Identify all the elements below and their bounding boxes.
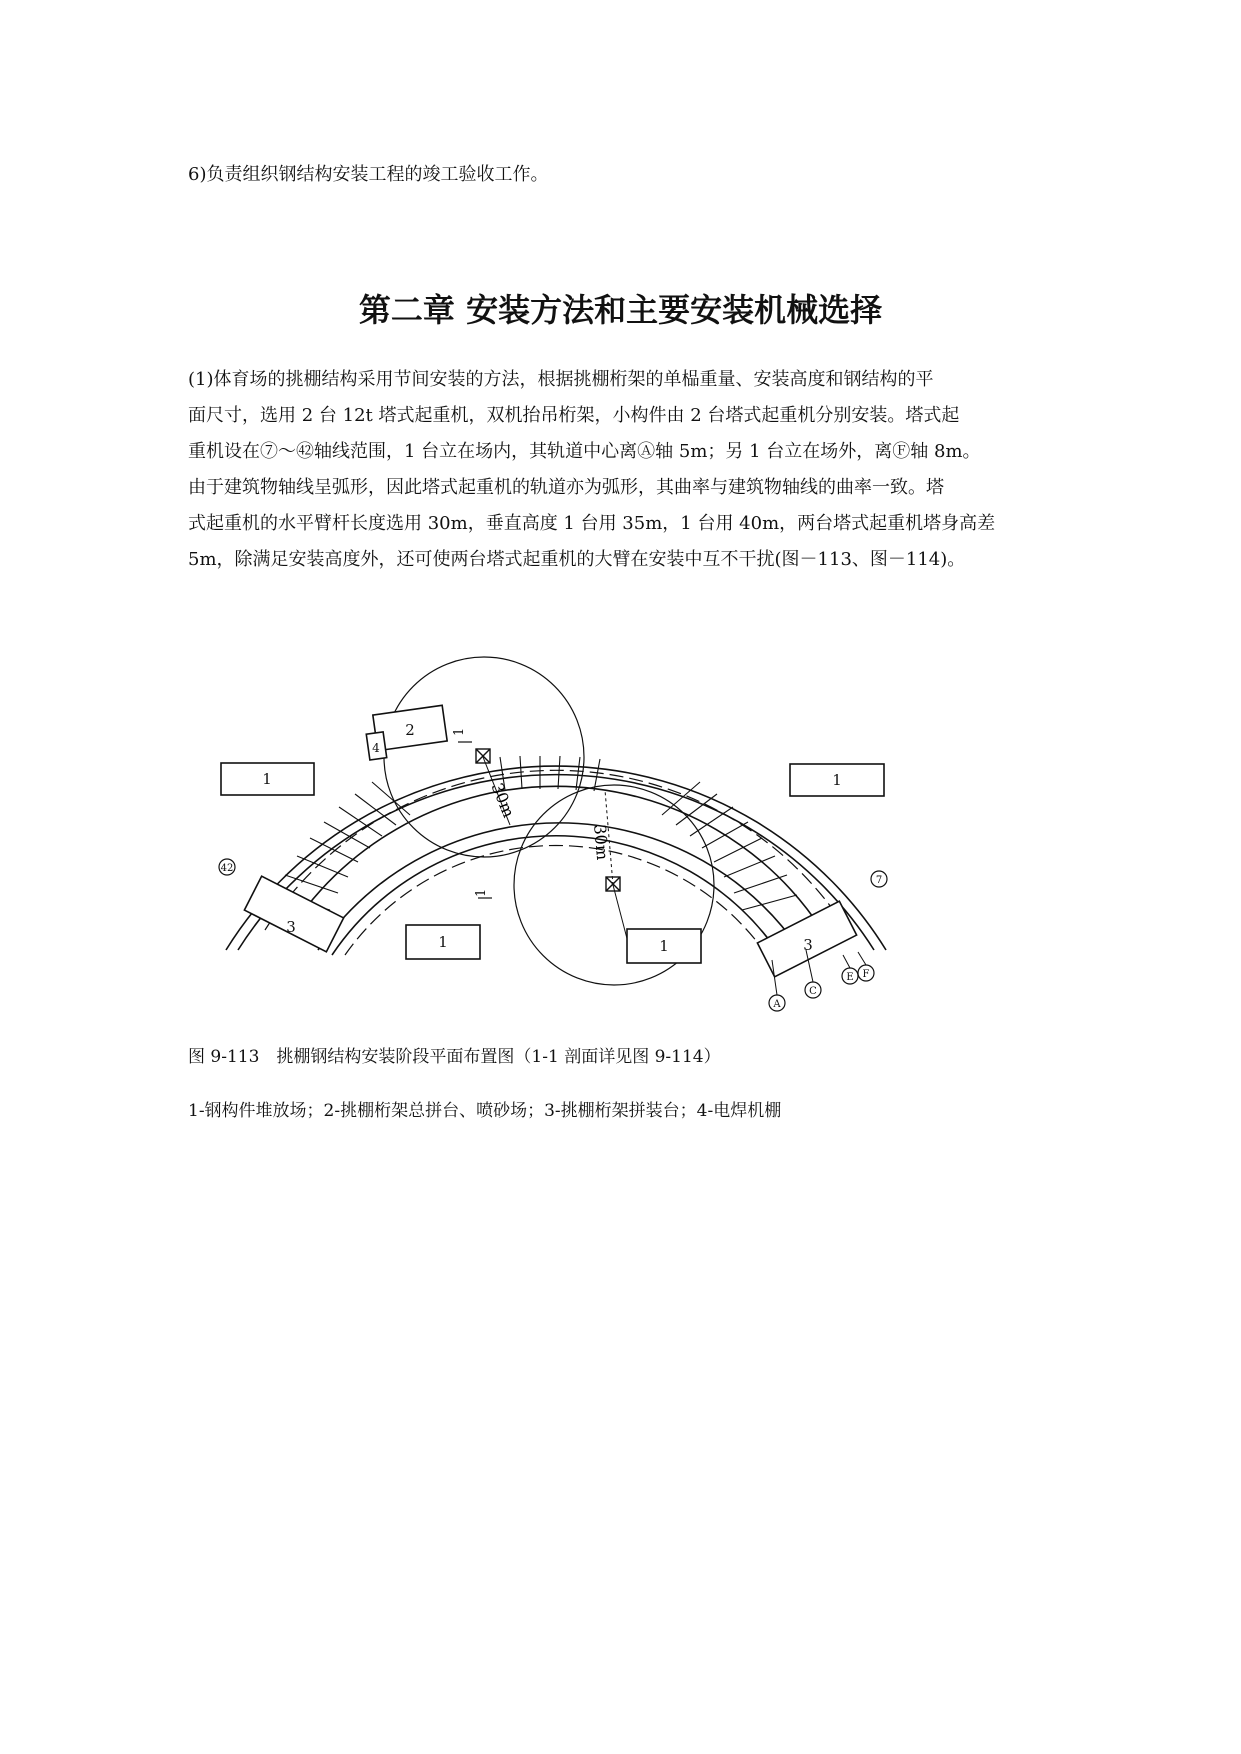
figure-legend: 1-钢构件堆放场；2-挑棚桁架总拼台、喷砂场；3-挑棚桁架拼装台；4-电焊机棚 [188,1101,782,1121]
section-label: 1 [452,727,467,736]
body-line: (1)体育场的挑棚结构采用节间安装的方法，根据挑棚桁架的单榀重量、安装高度和钢结构的平 [188,369,934,390]
axis-label: E [846,972,854,983]
zone-label: 4 [372,741,380,755]
zone-label: 1 [438,933,448,951]
body-line: 面尺寸，选用 2 台 12t 塔式起重机，双机抬吊桁架，小构件由 2 台塔式起重机分别安装。塔式起 [188,405,960,426]
zone-label: 3 [286,918,296,936]
list-item-6: 6)负责组织钢结构安装工程的竣工验收工作。 [188,164,549,185]
crane-marker [476,749,490,763]
axis-label: C [809,986,817,997]
axis-label: 42 [220,863,234,874]
track-arc-2 [318,823,800,950]
rail-arc [265,770,847,930]
zone-label: 1 [659,937,669,955]
body-line: 式起重机的水平臂杆长度选用 30m，垂直高度 1 台用 35m，1 台用 40m，两台塔式起重机塔身高差 [188,513,996,534]
axis-label: 7 [875,875,883,886]
axis-label: F [862,969,870,980]
axis-label: A [773,999,781,1010]
zone-label: 1 [832,771,842,789]
zone-label: 1 [262,770,272,788]
body-line: 5m，除满足安装高度外，还可使两台塔式起重机的大臂在安装中互不干扰(图－113、图－114)。 [188,549,966,570]
figure-caption: 图 9-113 挑棚钢结构安装阶段平面布置图（1-1 剖面详见图 9-114） [188,1047,721,1067]
zone-label: 2 [405,721,415,739]
body-line: 由于建筑物轴线呈弧形，因此塔式起重机的轨道亦为弧形，其曲率与建筑物轴线的曲率一致。塔 [188,477,944,498]
track-arc [290,786,822,930]
zone-label: 3 [803,936,813,954]
chapter-heading: 第二章 安装方法和主要安装机械选择 [358,291,883,329]
inner-arc [332,836,780,955]
radius-label: 30m [590,823,613,861]
site-layout-figure [210,650,910,1020]
body-line: 重机设在⑦～㊷轴线范围，1 台立在场内，其轨道中心离Ⓐ轴 5m；另 1 台立在场外，离Ⓕ轴 8m。 [188,441,981,462]
radius-label: 30m [487,780,519,821]
section-label: 1 [474,888,489,897]
